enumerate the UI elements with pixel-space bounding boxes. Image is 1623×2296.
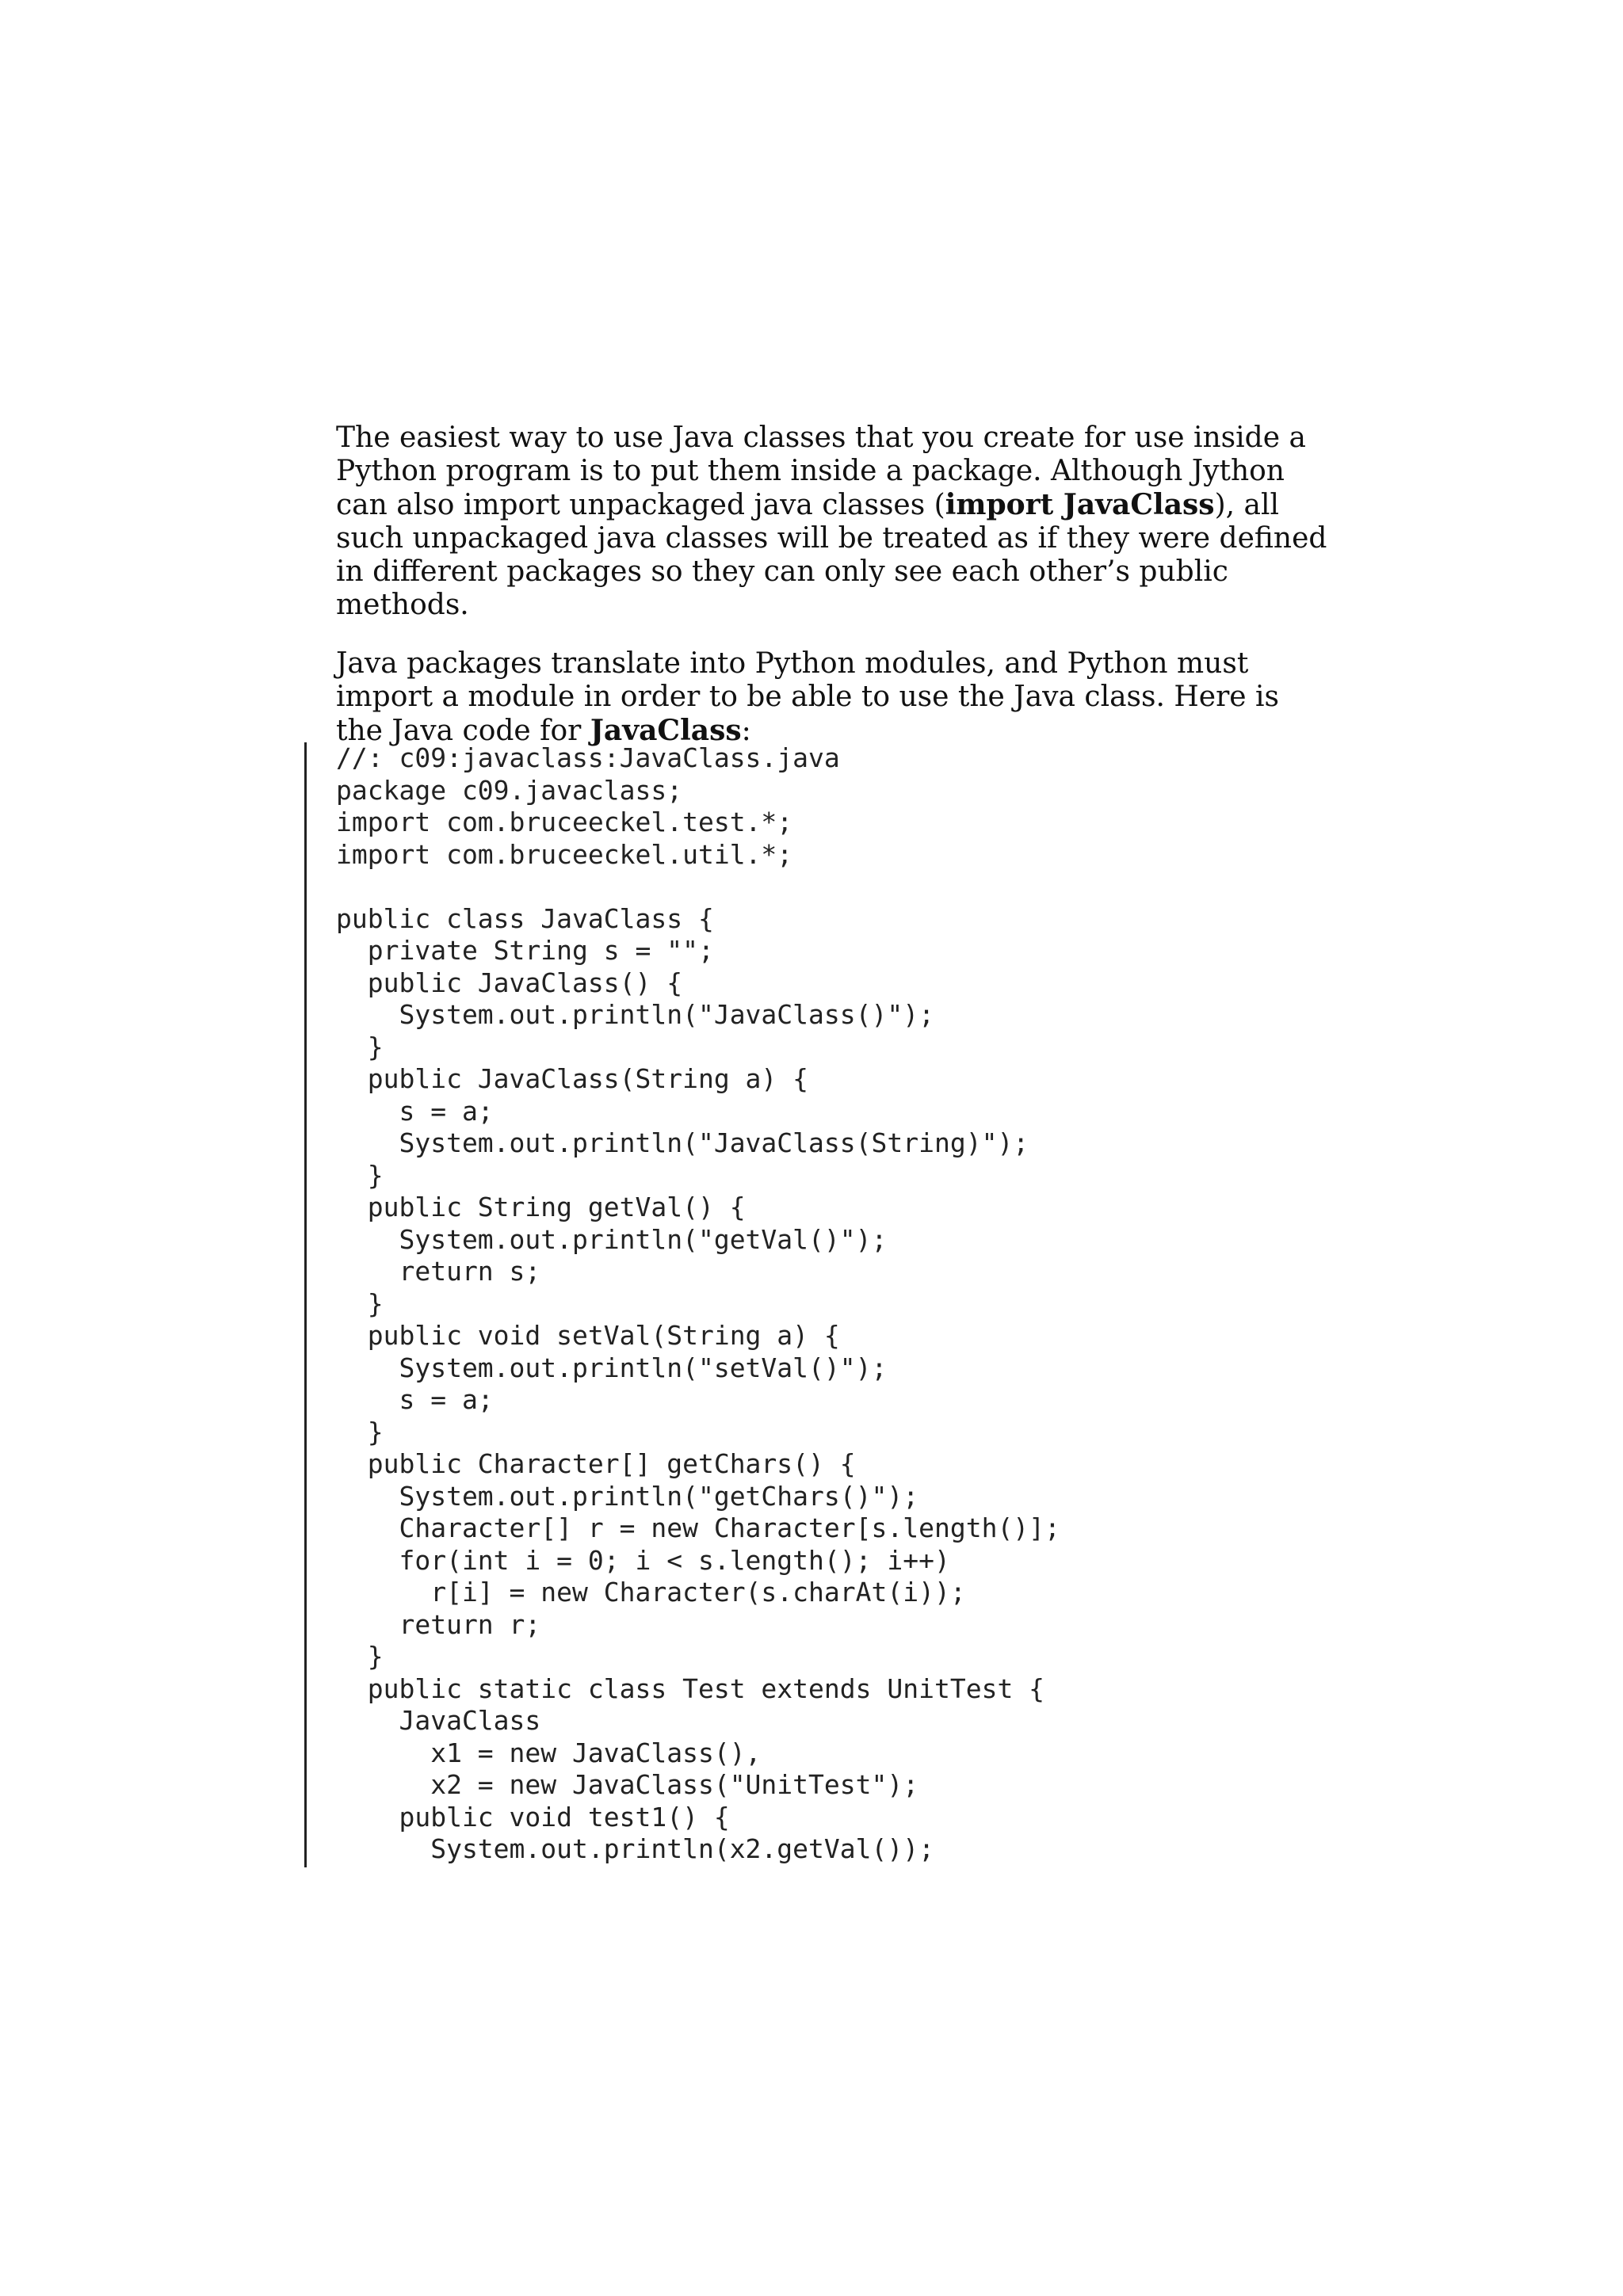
code-line: //: c09:javaclass:JavaClass.java xyxy=(336,742,840,773)
code-line: r[i] = new Character(s.charAt(i)); xyxy=(336,1577,966,1608)
code-line: x2 = new JavaClass("UnitTest"); xyxy=(336,1769,919,1800)
code-line: System.out.println("getVal()"); xyxy=(336,1223,888,1255)
code-line: import com.bruceeckel.test.*; xyxy=(336,807,793,837)
inline-term-javaclass: JavaClass xyxy=(590,714,742,747)
paragraph-packages xyxy=(336,647,1335,748)
paragraph-packages-text-1: Java packages translate into Python modules, and Python must import a module in order to be able to use the Java class. Here is the Java code for xyxy=(336,647,1280,747)
code-line: public JavaClass() { xyxy=(336,967,683,998)
code-line: System.out.println(x2.getVal()); xyxy=(336,1833,934,1864)
code-line: JavaClass xyxy=(336,1705,541,1736)
code-line: public Character[] getChars() { xyxy=(336,1448,856,1479)
code-margin-rule xyxy=(304,742,307,1867)
inline-code-import-javaclass: import JavaClass xyxy=(945,488,1215,521)
code-line: } xyxy=(336,1159,384,1191)
code-line: for(int i = 0; i < s.length(); i++) xyxy=(336,1544,950,1576)
code-line: } xyxy=(336,1641,384,1672)
code-line: import com.bruceeckel.util.*; xyxy=(336,838,793,870)
code-line: public static class Test extends UnitTest { xyxy=(336,1672,1045,1704)
code-line: s = a; xyxy=(336,1384,494,1415)
code-line: package c09.javaclass; xyxy=(336,774,683,806)
code-line: public class JavaClass { xyxy=(336,902,714,934)
code-line: return s; xyxy=(336,1256,541,1287)
code-line: System.out.println("JavaClass()"); xyxy=(336,999,934,1030)
code-line: s = a; xyxy=(336,1095,494,1127)
paragraph-packages-text-2: : xyxy=(741,715,751,747)
code-line: System.out.println("getChars()"); xyxy=(336,1480,919,1512)
code-line: } xyxy=(336,1031,384,1062)
code-line xyxy=(336,871,1060,903)
paragraph-intro xyxy=(336,421,1335,622)
code-line: private String s = ""; xyxy=(336,935,714,966)
code-line: return r; xyxy=(336,1608,541,1640)
paragraph-intro-text-2: ), all such unpackaged java classes will be treated as if they were defined in different packages so they can only see each other’s public methods. xyxy=(336,489,1327,621)
body-text xyxy=(336,421,1335,748)
code-line: x1 = new JavaClass(), xyxy=(336,1737,762,1768)
code-line: public JavaClass(String a) { xyxy=(336,1063,809,1094)
code-line: Character[] r = new Character[s.length()]; xyxy=(336,1512,1060,1543)
paragraph-intro-text-1: The easiest way to use Java classes that you create for use inside a Python program is to put them inside a package. Although Jython can also import unpackaged java classes ( xyxy=(336,421,1306,521)
code-line: public String getVal() { xyxy=(336,1192,746,1222)
code-line: public void setVal(String a) { xyxy=(336,1320,840,1351)
code-listing xyxy=(304,742,1255,1867)
code-line: public void test1() { xyxy=(336,1801,730,1833)
code-line: } xyxy=(336,1416,384,1447)
code-lines xyxy=(336,742,1060,1866)
code-line: System.out.println("setVal()"); xyxy=(336,1352,888,1383)
code-line: System.out.println("JavaClass(String)"); xyxy=(336,1127,1029,1158)
code-line: } xyxy=(336,1287,384,1319)
